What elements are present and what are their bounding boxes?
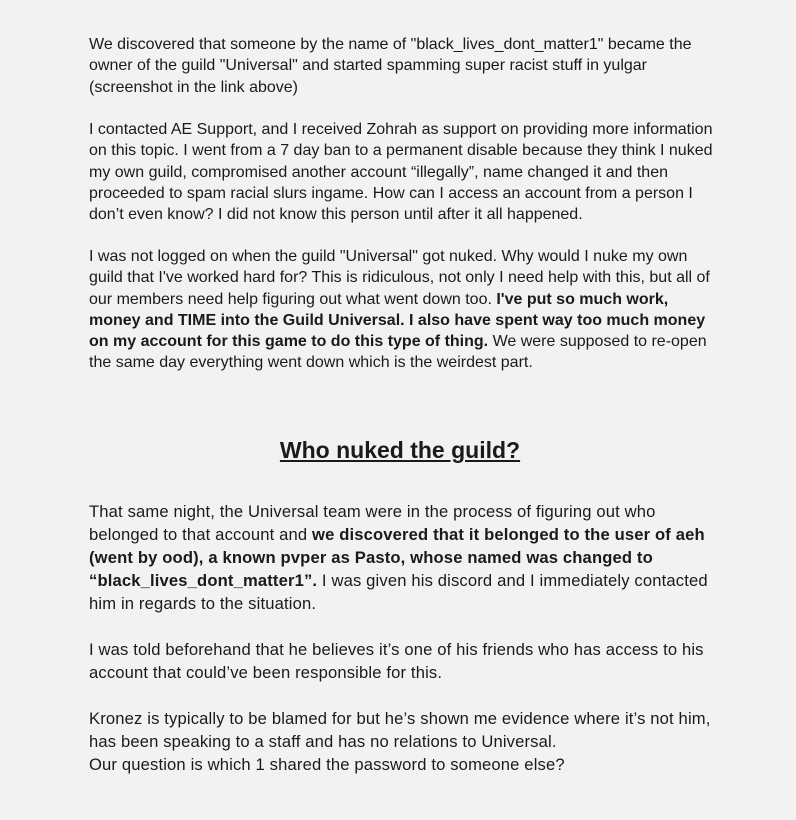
emphasis-text: we discovered that it belonged to the user of aeh (went by ood), a known pvper as Pasto, whose named was changed to “black_lives_dont_matter1”. — [89, 525, 705, 590]
paragraph-text: I was given his discord and I immediately contacted him in regards to the situation. — [89, 571, 708, 613]
emphasis-text: I've put so much work, money and TIME into the Guild Universal. I also have spent way too much money on my account for this game to do this type of thing. — [89, 290, 706, 351]
paragraph-text: I was told beforehand that he believes it’s one of his friends who has access to his account that could’ve been responsible for this. — [89, 640, 704, 682]
paragraph-text: That same night, the Universal team were in the process of figuring out who belonged to that account and — [89, 502, 656, 544]
paragraph-text: I was not logged on when the guild "Universal" got nuked. Why would I nuke my own guild that I've worked hard for? This is ridiculous, not only I need help with this, but all of our members need help figuring out what went down too. — [89, 248, 710, 308]
paragraph-kronez — [89, 707, 719, 776]
paragraph-text: Our question is which 1 shared the password to someone else? — [89, 755, 565, 774]
paragraph-ae-support — [89, 119, 719, 225]
section-heading: Who nuked the guild? — [279, 437, 521, 463]
paragraph-text: I contacted AE Support, and I received Zohrah as support on providing more information on this topic. I went from a 7 day ban to a permanent disable because they think I nuked my own guild, compromised another account “illegally”, name changed it and then proceeded to spam racial slurs ingame. How can I access an account from a person I don’t even know? I did not know this person until after it all happened. — [89, 121, 713, 224]
paragraph-text: Kronez is typically to be blamed for but he’s shown me evidence where it’s not him, has been speaking to a staff and has no relations to Universal. — [89, 709, 711, 751]
paragraph-guild-owner — [89, 34, 719, 98]
paragraph-text: We were supposed to re-open the same day everything went down which is the weirdest part. — [89, 333, 707, 372]
paragraph-same-night — [89, 500, 719, 615]
paragraph-text: We discovered that someone by the name of "black_lives_dont_matter1" became the owner of the guild "Universal" and started spamming super racist stuff in yulgar (screenshot in the link above) — [89, 36, 692, 96]
paragraph-told-beforehand — [89, 638, 719, 684]
paragraph-not-logged-on — [89, 246, 719, 374]
